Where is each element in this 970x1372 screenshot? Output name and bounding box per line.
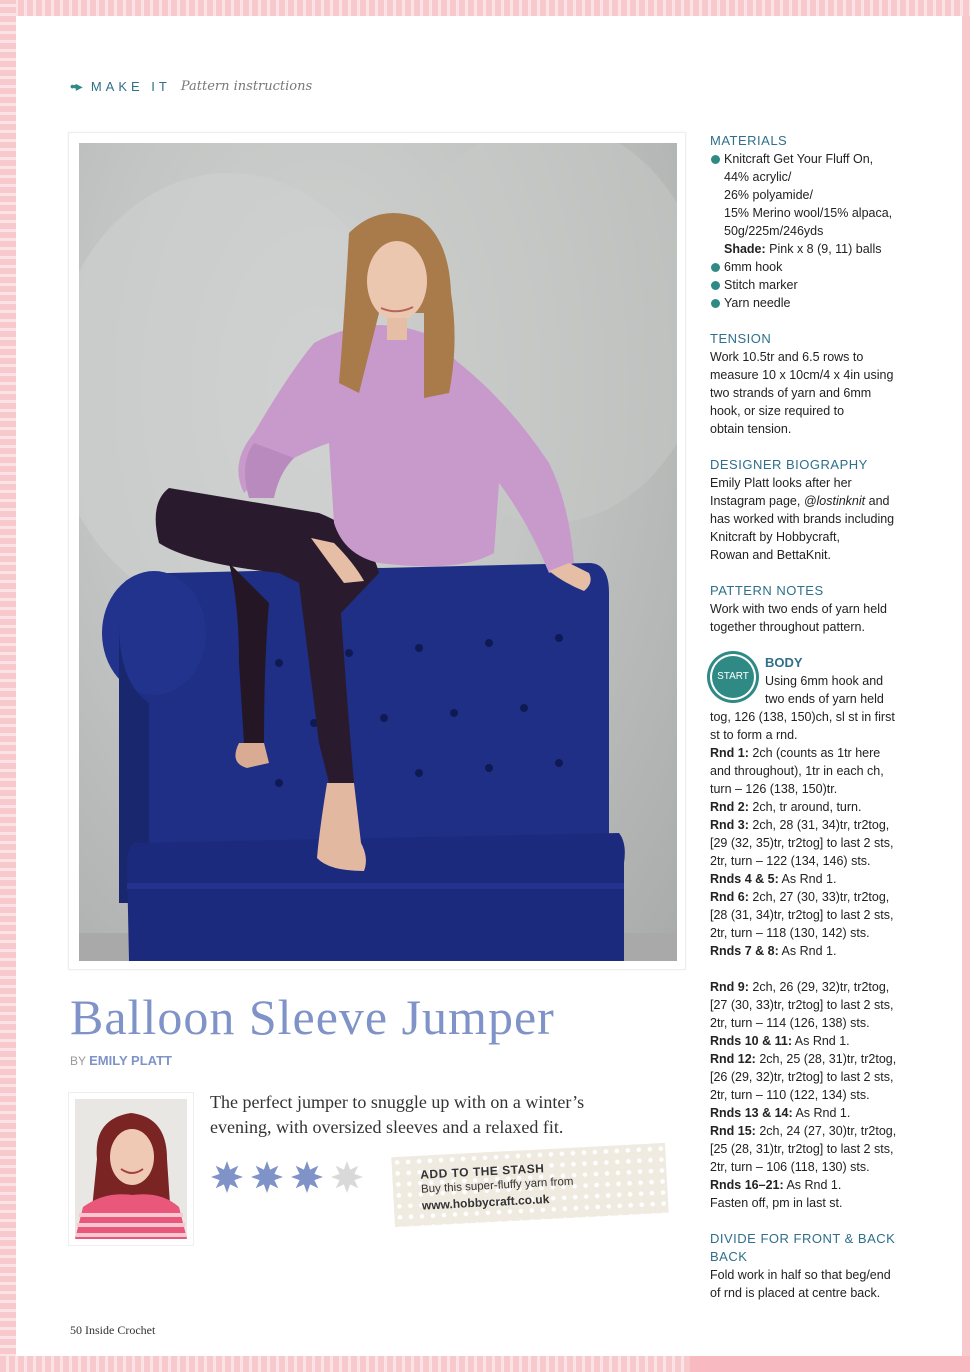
round-label: Rnd 9: [710,980,749,994]
round-text: 2tr, turn – 122 (134, 146) sts. [710,854,871,868]
pattern-title: Balloon Sleeve Jumper [70,989,555,1045]
rounds-list [710,744,910,960]
star-filled-icon [290,1160,324,1194]
arrow-icon: ••▸ [70,78,81,94]
round-line [710,1140,910,1158]
designer-name: EMILY PLATT [89,1053,172,1068]
magazine-name: Inside Crochet [85,1323,156,1337]
body-heading: BODY [765,655,803,670]
round-text: 2ch, 25 (28, 31)tr, tr2tog, [755,1052,897,1066]
round-text: 2tr, turn – 114 (126, 138) sts. [710,1016,870,1030]
round-line [710,1122,910,1140]
round-line [710,762,910,780]
yarn-line: 15% Merino wool/15% alpaca, [724,206,893,220]
round-text: 2tr, turn – 106 (118, 130) sts. [710,1160,870,1174]
round-line [710,978,910,996]
stash-link[interactable]: www.hobbycraft.co.uk [421,1192,550,1213]
designer-photo-frame [68,1092,194,1246]
round-text: [25 (28, 31)tr, tr2tog] to last 2 sts, [710,1142,894,1156]
star-filled-icon [210,1160,244,1194]
shade-label: Shade: [724,242,766,256]
byline [70,1053,172,1068]
bio-heading: DESIGNER BIOGRAPHY [710,457,868,472]
yarn-line: 26% polyamide/ [724,188,813,202]
body-intro-line: st to form a rnd. [710,728,798,742]
materials-item: 6mm hook [710,258,910,276]
round-text: [28 (31, 34)tr, tr2tog] to last 2 sts, [710,908,894,922]
round-line [710,1032,910,1050]
tension-line: measure 10 x 10cm/4 x 4in using [710,368,894,382]
round-line [710,924,910,942]
byline-prefix: BY [70,1054,86,1068]
round-label: Rnd 12: [710,1052,756,1066]
round-label: Rnd 15: [710,1124,756,1138]
bio-line: Rowan and BettaKnit. [710,548,831,562]
materials-heading: MATERIALS [710,133,788,148]
round-line [710,1104,910,1122]
tension-line: obtain tension. [710,422,792,436]
star-empty-icon [330,1160,364,1194]
border-left [0,0,16,1372]
round-text: 2ch, tr around, turn. [748,800,862,814]
designer-photo [75,1099,187,1239]
intro-text: The perfect jumper to snuggle up with on a winter’s evening, with oversized sleeves and a relaxed fit. [210,1092,585,1137]
body-start [710,654,910,708]
round-label: Rnd 6: [710,890,749,904]
round-text: 2ch, 24 (27, 30)tr, tr2tog, [755,1124,897,1138]
back-heading: BACK [710,1249,748,1264]
round-text: 2tr, turn – 110 (122, 134) sts. [710,1088,870,1102]
hero-photo [79,143,677,961]
start-badge: START [710,654,756,700]
designer-portrait-illustration [75,1099,187,1239]
round-line [710,1176,910,1194]
round-line [710,888,910,906]
round-label: Rnds 7 & 8: [710,944,779,958]
rounds-list [710,978,910,1194]
round-line [710,780,910,798]
section-header [70,78,312,95]
bio-line [710,492,910,510]
round-text: turn – 126 (138, 150)tr. [710,782,838,796]
divide-heading: DIVIDE FOR FRONT & BACK [710,1231,896,1246]
yarn-line: 50g/225m/246yds [724,224,824,238]
tension-heading: TENSION [710,331,772,346]
round-label: Rnds 10 & 11: [710,1034,792,1048]
round-line [710,1086,910,1104]
round-text: As Rnd 1. [792,1106,851,1120]
round-label: Rnd 1: [710,746,749,760]
round-line [710,996,910,1014]
round-line [710,1014,910,1032]
tension-line: Work 10.5tr and 6.5 rows to [710,350,864,364]
round-line [710,1068,910,1086]
round-line [710,906,910,924]
yarn-line: 44% acrylic/ [724,170,792,184]
round-text: As Rnd 1. [778,872,837,886]
border-corner-tab [690,1356,970,1372]
round-text: [26 (29, 32)tr, tr2tog] to last 2 sts, [710,1070,894,1084]
round-line [710,1050,910,1068]
notes-line: together throughout pattern. [710,620,865,634]
bio-text: Instagram page, [710,494,804,508]
hero-photo-frame [68,132,686,970]
bio-line: Emily Platt looks after her [710,476,852,490]
shade-line [724,240,910,258]
round-line [710,852,910,870]
round-text: As Rnd 1. [791,1034,850,1048]
materials-yarn-item [710,150,910,258]
subsection-label: Pattern instructions [180,79,313,94]
body-intro-line: two ends of yarn held [765,692,884,706]
round-line [710,798,910,816]
stash-tag [391,1143,668,1227]
model-on-sofa-illustration [79,143,677,961]
body-intro-line: tog, 126 (138, 150)ch, sl st in first [710,710,895,724]
round-text: [27 (30, 33)tr, tr2tog] to last 2 sts, [710,998,894,1012]
stash-title: ADD TO THE STASH [419,1161,545,1182]
divide-line: of rnd is placed at centre back. [710,1286,881,1300]
round-text: As Rnd 1. [778,944,837,958]
notes-line: Work with two ends of yarn held [710,602,887,616]
round-label: Rnds 4 & 5: [710,872,779,886]
divide-line: Fold work in half so that beg/end [710,1268,891,1282]
round-text: 2tr, turn – 118 (130, 142) sts. [710,926,870,940]
round-line [710,942,910,960]
round-text: 2ch, 28 (31, 34)tr, tr2tog, [748,818,890,832]
round-line [710,870,910,888]
instructions-column [710,132,910,1302]
bio-line: Knitcraft by Hobbycraft, [710,530,840,544]
round-line [710,834,910,852]
round-text: and throughout), 1tr in each ch, [710,764,884,778]
shade-value: Pink x 8 (9, 11) balls [765,242,882,256]
round-text: As Rnd 1. [783,1178,842,1192]
round-line [710,1158,910,1176]
round-text: 2ch, 27 (30, 33)tr, tr2tog, [748,890,890,904]
star-filled-icon [250,1160,284,1194]
difficulty-rating [210,1160,364,1194]
bio-line: has worked with brands including [710,512,895,526]
stash-text: Buy this super-fluffy yarn from [420,1175,574,1196]
section-label: MAKE IT [90,79,171,94]
materials-item: Stitch marker [710,276,910,294]
round-line [710,816,910,834]
round-label: Rnds 13 & 14: [710,1106,793,1120]
round-text: [29 (32, 35)tr, tr2tog] to last 2 sts, [710,836,894,850]
tension-line: two strands of yarn and 6mm [710,386,872,400]
yarn-line: Knitcraft Get Your Fluff On, [724,152,874,166]
notes-heading: PATTERN NOTES [710,583,824,598]
bio-text: and [865,494,890,508]
materials-item: Yarn needle [710,294,910,312]
fasten-off: Fasten off, pm in last st. [710,1196,843,1210]
round-label: Rnd 2: [710,800,749,814]
round-text: 2ch, 26 (29, 32)tr, tr2tog, [748,980,890,994]
border-top [0,0,970,16]
tension-line: hook, or size required to [710,404,845,418]
round-label: Rnd 3: [710,818,749,832]
round-text: 2ch (counts as 1tr here [748,746,881,760]
page-number: 50 [70,1323,82,1337]
body-intro-line: Using 6mm hook and [765,674,884,688]
round-label: Rnds 16–21: [710,1178,784,1192]
round-line [710,744,910,762]
page-folio [70,1323,155,1338]
instagram-handle[interactable]: @lostinknit [803,494,866,508]
